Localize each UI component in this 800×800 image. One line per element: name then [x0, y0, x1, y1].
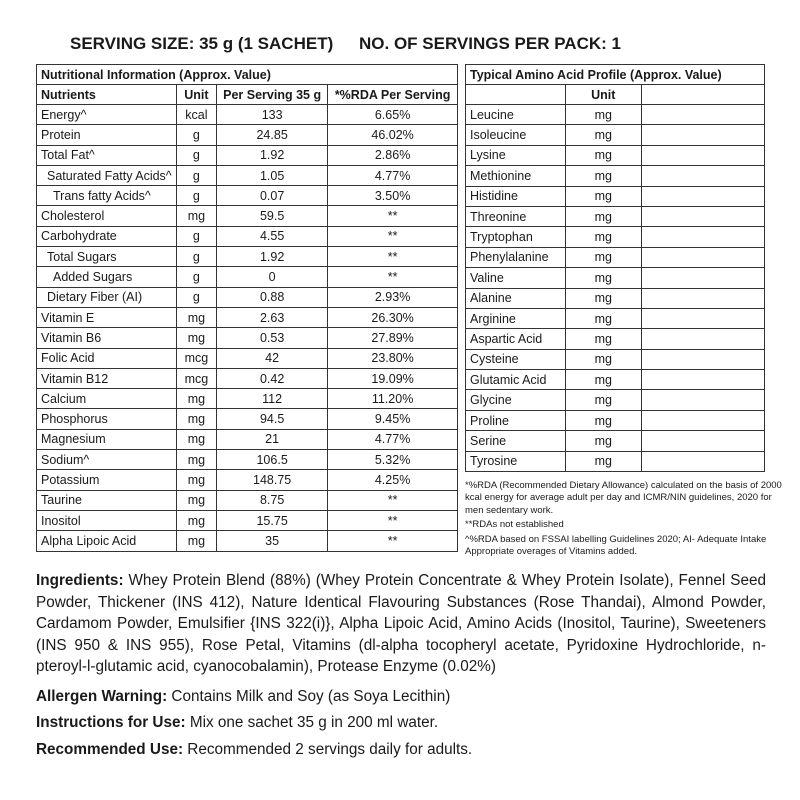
amino-acid-name: Histidine [466, 186, 566, 206]
table-row [37, 206, 458, 226]
amino-acid-name: Glycine [466, 390, 566, 410]
amino-acid-value [641, 390, 764, 410]
amino-acid-name: Threonine [466, 206, 566, 226]
table-row [466, 451, 765, 471]
table-row [37, 307, 458, 327]
column-header-nutrients: Nutrients [37, 85, 177, 105]
amino-acid-unit: mg [565, 431, 641, 451]
nutrient-rda: 46.02% [328, 125, 458, 145]
nutrient-per-serving: 148.75 [217, 470, 328, 490]
table-row [466, 166, 765, 186]
ingredients-label: Ingredients: [36, 572, 124, 589]
nutrient-name: Vitamin B12 [37, 368, 177, 388]
nutrient-name: Protein [37, 125, 177, 145]
serving-size-heading: SERVING SIZE: 35 g (1 SACHET) [70, 34, 334, 53]
amino-acid-name: Tryptophan [466, 227, 566, 247]
allergen-text: Contains Milk and Soy (as Soya Lecithin) [167, 688, 451, 705]
table-row [37, 328, 458, 348]
table-row [37, 105, 458, 125]
allergen-section [36, 686, 766, 708]
table-row [466, 390, 765, 410]
table-row [466, 186, 765, 206]
nutrient-unit: mcg [176, 368, 216, 388]
nutrient-rda: 2.93% [328, 287, 458, 307]
table-row [466, 349, 765, 369]
amino-acid-value [641, 105, 764, 125]
amino-acid-name: Cysteine [466, 349, 566, 369]
nutrient-per-serving: 24.85 [217, 125, 328, 145]
nutrient-unit: mg [176, 490, 216, 510]
nutrient-per-serving: 21 [217, 429, 328, 449]
nutrient-per-serving: 4.55 [217, 226, 328, 246]
amino-acid-name: Isoleucine [466, 125, 566, 145]
amino-acid-unit: mg [565, 451, 641, 471]
table-row [466, 288, 765, 308]
table-row [37, 125, 458, 145]
table-row [466, 227, 765, 247]
nutrient-name: Taurine [37, 490, 177, 510]
amino-acid-value [641, 125, 764, 145]
nutrient-name: Sodium^ [37, 450, 177, 470]
nutrient-unit: mg [176, 307, 216, 327]
nutrient-unit: mcg [176, 348, 216, 368]
table-row [37, 267, 458, 287]
amino-acid-value [641, 186, 764, 206]
nutrient-rda: ** [328, 531, 458, 551]
nutrient-rda: 4.25% [328, 470, 458, 490]
amino-acid-unit: mg [565, 349, 641, 369]
nutrient-name: Potassium [37, 470, 177, 490]
amino-column-header-blank [641, 85, 764, 105]
amino-acid-name: Leucine [466, 105, 566, 125]
nutrient-unit: mg [176, 470, 216, 490]
nutrient-rda: 3.50% [328, 186, 458, 206]
amino-acid-value [641, 166, 764, 186]
nutrient-name: Added Sugars [37, 267, 177, 287]
amino-acid-unit: mg [565, 329, 641, 349]
amino-acid-name: Methionine [466, 166, 566, 186]
table-row [37, 409, 458, 429]
nutrient-unit: mg [176, 328, 216, 348]
nutrition-table-title: Nutritional Information (Approx. Value) [37, 65, 458, 85]
ingredients-section [36, 570, 766, 678]
nutrient-rda: 4.77% [328, 429, 458, 449]
table-row [466, 105, 765, 125]
amino-acid-name: Glutamic Acid [466, 370, 566, 390]
nutrient-name: Saturated Fatty Acids^ [37, 165, 177, 185]
table-row [37, 348, 458, 368]
servings-per-pack-heading: NO. OF SERVINGS PER PACK: 1 [359, 34, 621, 53]
nutrient-name: Folic Acid [37, 348, 177, 368]
table-row [466, 410, 765, 430]
amino-acid-value [641, 247, 764, 267]
table-row [37, 368, 458, 388]
table-row [466, 431, 765, 451]
amino-acid-name: Tyrosine [466, 451, 566, 471]
nutrient-per-serving: 0.07 [217, 186, 328, 206]
amino-acid-unit: mg [565, 410, 641, 430]
nutrient-rda: 2.86% [328, 145, 458, 165]
nutrient-per-serving: 59.5 [217, 206, 328, 226]
amino-acid-value [641, 410, 764, 430]
amino-acid-name: Valine [466, 268, 566, 288]
nutrient-rda: 9.45% [328, 409, 458, 429]
nutrient-unit: mg [176, 206, 216, 226]
recommended-label: Recommended Use: [36, 741, 184, 758]
recommended-text: Recommended 2 servings daily for adults. [183, 741, 473, 758]
table-row [466, 308, 765, 328]
amino-acid-unit: mg [565, 268, 641, 288]
amino-acid-value [641, 227, 764, 247]
recommended-section [36, 739, 766, 761]
nutrient-per-serving: 0.88 [217, 287, 328, 307]
amino-acid-unit: mg [565, 105, 641, 125]
nutrient-unit: mg [176, 450, 216, 470]
nutrient-unit: g [176, 247, 216, 267]
column-header-per-serving: Per Serving 35 g [217, 85, 328, 105]
amino-acid-unit: mg [565, 390, 641, 410]
table-row [37, 470, 458, 490]
amino-acid-unit: mg [565, 308, 641, 328]
nutrient-per-serving: 112 [217, 389, 328, 409]
nutrient-name: Energy^ [37, 105, 177, 125]
nutrient-per-serving: 8.75 [217, 490, 328, 510]
nutrient-per-serving: 94.5 [217, 409, 328, 429]
instructions-section [36, 712, 766, 734]
amino-acid-unit: mg [565, 227, 641, 247]
table-row [37, 247, 458, 267]
nutrient-per-serving: 1.05 [217, 165, 328, 185]
amino-acid-value [641, 206, 764, 226]
nutrient-unit: g [176, 145, 216, 165]
nutrient-unit: g [176, 226, 216, 246]
nutrient-per-serving: 1.92 [217, 145, 328, 165]
nutrient-unit: g [176, 125, 216, 145]
table-row [466, 268, 765, 288]
amino-acid-value [641, 308, 764, 328]
table-row [37, 490, 458, 510]
amino-acid-value [641, 268, 764, 288]
nutrient-rda: 23.80% [328, 348, 458, 368]
footnote-not-established: **RDAs not established [465, 519, 564, 531]
instructions-text: Mix one sachet 35 g in 200 ml water. [185, 714, 439, 731]
table-row [37, 389, 458, 409]
amino-acid-name: Alanine [466, 288, 566, 308]
nutrient-unit: g [176, 267, 216, 287]
nutrition-table [36, 64, 458, 552]
nutrient-rda: 4.77% [328, 165, 458, 185]
nutrient-name: Vitamin E [37, 307, 177, 327]
nutrient-name: Cholesterol [37, 206, 177, 226]
nutrient-name: Total Fat^ [37, 145, 177, 165]
nutrient-unit: mg [176, 510, 216, 530]
nutrient-name: Dietary Fiber (AI) [37, 287, 177, 307]
amino-acid-table [465, 64, 765, 472]
nutrient-name: Phosphorus [37, 409, 177, 429]
nutrient-unit: mg [176, 389, 216, 409]
amino-acid-name: Serine [466, 431, 566, 451]
table-row [37, 510, 458, 530]
nutrient-per-serving: 0.53 [217, 328, 328, 348]
amino-acid-unit: mg [565, 247, 641, 267]
nutrient-rda: 26.30% [328, 307, 458, 327]
table-row [37, 429, 458, 449]
amino-column-header-unit: Unit [565, 85, 641, 105]
footnote-rda: *%RDA (Recommended Dietary Allowance) calculated on the basis of 2000 kcal energy for average adult per day and ICMR/NIN guidelines, 2020 for men sedentary work. [465, 480, 782, 516]
nutrient-rda: 19.09% [328, 368, 458, 388]
amino-column-header-name [466, 85, 566, 105]
nutrient-unit: kcal [176, 105, 216, 125]
nutrient-name: Total Sugars [37, 247, 177, 267]
nutrient-per-serving: 0 [217, 267, 328, 287]
nutrient-rda: ** [328, 206, 458, 226]
amino-acid-unit: mg [565, 206, 641, 226]
nutrient-name: Carbohydrate [37, 226, 177, 246]
nutrient-rda: 6.65% [328, 105, 458, 125]
nutrient-rda: ** [328, 267, 458, 287]
nutrient-per-serving: 0.42 [217, 368, 328, 388]
table-row [37, 226, 458, 246]
nutrient-name: Alpha Lipoic Acid [37, 531, 177, 551]
table-row [37, 145, 458, 165]
amino-acid-value [641, 288, 764, 308]
footnotes [465, 480, 785, 561]
nutrient-per-serving: 42 [217, 348, 328, 368]
instructions-label: Instructions for Use: [36, 714, 186, 731]
nutrient-rda: 11.20% [328, 389, 458, 409]
nutrient-per-serving: 133 [217, 105, 328, 125]
ingredients-text: Whey Protein Blend (88%) (Whey Protein Concentrate & Whey Protein Isolate), Fennel Seed Powder, Thickener (INS 412), Nature Identical Flavouring Substances (Rose Thandai), Almond Powder, Cardamom Powder, Emulsifier {INS 322(i)}, Alpha Lipoic Acid, Amino Acids (Inositol, Taurine), Sweeteners (INS 950 & INS 955), Rose Petal, Vitamins (dl-alpha tocopheryl acetate, Pyridoxine Hydrochloride, n-pteroyl-l-glutamic acid, cyanocobalamin), Protease Enzyme (0.02%) [36, 572, 766, 675]
amino-acid-value [641, 145, 764, 165]
nutrient-unit: mg [176, 429, 216, 449]
nutrient-unit: mg [176, 409, 216, 429]
nutrient-rda: ** [328, 247, 458, 267]
table-row [466, 145, 765, 165]
table-row [466, 125, 765, 145]
nutrient-name: Inositol [37, 510, 177, 530]
amino-acid-value [641, 329, 764, 349]
amino-acid-unit: mg [565, 370, 641, 390]
nutrient-unit: mg [176, 531, 216, 551]
column-header-rda: *%RDA Per Serving [328, 85, 458, 105]
table-row [37, 531, 458, 551]
amino-acid-unit: mg [565, 166, 641, 186]
table-row [37, 287, 458, 307]
nutrient-rda: ** [328, 226, 458, 246]
amino-acid-value [641, 349, 764, 369]
table-row [466, 247, 765, 267]
footnote-overages: Appropriate overages of Vitamins added. [465, 546, 637, 558]
nutrient-per-serving: 35 [217, 531, 328, 551]
nutrient-name: Calcium [37, 389, 177, 409]
nutrient-per-serving: 15.75 [217, 510, 328, 530]
allergen-label: Allergen Warning: [36, 688, 168, 705]
amino-acid-value [641, 431, 764, 451]
amino-acid-unit: mg [565, 125, 641, 145]
nutrient-per-serving: 2.63 [217, 307, 328, 327]
nutrient-name: Trans fatty Acids^ [37, 186, 177, 206]
amino-acid-unit: mg [565, 145, 641, 165]
nutrient-rda: 5.32% [328, 450, 458, 470]
nutrient-unit: g [176, 287, 216, 307]
nutrient-per-serving: 1.92 [217, 247, 328, 267]
amino-table-title: Typical Amino Acid Profile (Approx. Value) [466, 65, 765, 85]
amino-acid-unit: mg [565, 186, 641, 206]
nutrient-rda: 27.89% [328, 328, 458, 348]
table-row [37, 450, 458, 470]
amino-acid-value [641, 451, 764, 471]
nutrient-name: Magnesium [37, 429, 177, 449]
amino-acid-name: Aspartic Acid [466, 329, 566, 349]
amino-acid-name: Lysine [466, 145, 566, 165]
amino-acid-name: Proline [466, 410, 566, 430]
nutrient-name: Vitamin B6 [37, 328, 177, 348]
nutrient-per-serving: 106.5 [217, 450, 328, 470]
table-row [466, 370, 765, 390]
amino-acid-name: Arginine [466, 308, 566, 328]
table-row [466, 329, 765, 349]
table-row [466, 206, 765, 226]
footnote-fssai: ^%RDA based on FSSAI labelling Guidelines 2020; AI- Adequate Intake [465, 534, 767, 546]
table-row [37, 186, 458, 206]
nutrient-unit: g [176, 165, 216, 185]
table-row [37, 165, 458, 185]
nutrient-unit: g [176, 186, 216, 206]
column-header-unit: Unit [176, 85, 216, 105]
nutrient-rda: ** [328, 510, 458, 530]
amino-acid-name: Phenylalanine [466, 247, 566, 267]
amino-acid-value [641, 370, 764, 390]
nutrient-rda: ** [328, 490, 458, 510]
amino-acid-unit: mg [565, 288, 641, 308]
